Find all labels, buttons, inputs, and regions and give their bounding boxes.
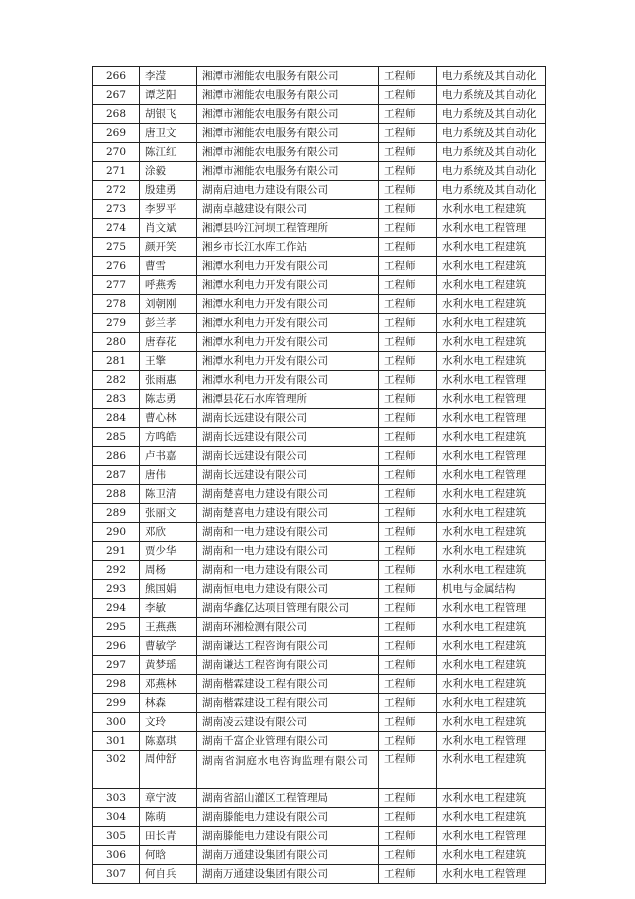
organization-cell: 湘潭市湘能农电服务有限公司 — [197, 143, 379, 162]
name-cell: 胡银飞 — [140, 105, 197, 124]
job-title-cell: 工程师 — [379, 808, 437, 827]
specialty-cell: 电力系统及其自动化 — [437, 124, 546, 143]
job-title-cell: 工程师 — [379, 523, 437, 542]
table-row — [93, 656, 546, 675]
specialty-cell: 水利水电工程管理 — [437, 409, 546, 428]
job-title-cell: 工程师 — [379, 314, 437, 333]
specialty-cell: 水利水电工程建筑 — [437, 694, 546, 713]
organization-cell: 湖南和一电力建设有限公司 — [197, 561, 379, 580]
organization-cell: 湖南省韶山灌区工程管理局 — [197, 789, 379, 808]
specialty-cell: 水利水电工程建筑 — [437, 542, 546, 561]
name-cell: 邓燕林 — [140, 675, 197, 694]
row-number-cell: 302 — [93, 751, 140, 789]
organization-cell: 湖南长远建设有限公司 — [197, 447, 379, 466]
row-number-cell: 301 — [93, 732, 140, 751]
organization-cell: 湘潭水利电力开发有限公司 — [197, 295, 379, 314]
table-row — [93, 238, 546, 257]
table-row — [93, 827, 546, 846]
name-cell: 张雨惠 — [140, 371, 197, 390]
organization-cell: 湖南省洞庭水电咨询监理有限公司 — [197, 751, 379, 789]
table-row — [93, 485, 546, 504]
name-cell: 曹雪 — [140, 257, 197, 276]
table-row — [93, 428, 546, 447]
job-title-cell: 工程师 — [379, 599, 437, 618]
row-number-cell: 271 — [93, 162, 140, 181]
name-cell: 贾少华 — [140, 542, 197, 561]
row-number-cell: 291 — [93, 542, 140, 561]
row-number-cell: 307 — [93, 865, 140, 884]
roster-table — [92, 66, 546, 884]
table-row — [93, 181, 546, 200]
job-title-cell: 工程师 — [379, 143, 437, 162]
specialty-cell: 水利水电工程管理 — [437, 371, 546, 390]
job-title-cell: 工程师 — [379, 257, 437, 276]
job-title-cell: 工程师 — [379, 219, 437, 238]
job-title-cell: 工程师 — [379, 86, 437, 105]
job-title-cell: 工程师 — [379, 238, 437, 257]
row-number-cell: 273 — [93, 200, 140, 219]
table-row — [93, 523, 546, 542]
organization-cell: 湘潭县吟江河坝工程管理所 — [197, 219, 379, 238]
name-cell: 李罗平 — [140, 200, 197, 219]
table-row — [93, 637, 546, 656]
specialty-cell: 水利水电工程管理 — [437, 219, 546, 238]
specialty-cell: 水利水电工程建筑 — [437, 751, 546, 789]
name-cell: 肖文斌 — [140, 219, 197, 238]
job-title-cell: 工程师 — [379, 295, 437, 314]
name-cell: 呼燕秀 — [140, 276, 197, 295]
row-number-cell: 293 — [93, 580, 140, 599]
organization-cell: 湖南万通建设集团有限公司 — [197, 865, 379, 884]
name-cell: 曹敏学 — [140, 637, 197, 656]
job-title-cell: 工程师 — [379, 162, 437, 181]
table-row — [93, 409, 546, 428]
row-number-cell: 268 — [93, 105, 140, 124]
specialty-cell: 电力系统及其自动化 — [437, 143, 546, 162]
name-cell: 王燕燕 — [140, 618, 197, 637]
row-number-cell: 275 — [93, 238, 140, 257]
organization-cell: 湖南千富企业管理有限公司 — [197, 732, 379, 751]
specialty-cell: 水利水电工程建筑 — [437, 314, 546, 333]
organization-cell: 湘潭水利电力开发有限公司 — [197, 276, 379, 295]
table-row — [93, 447, 546, 466]
row-number-cell: 269 — [93, 124, 140, 143]
organization-cell: 湖南凌云建设有限公司 — [197, 713, 379, 732]
organization-cell: 湖南楚喜电力建设有限公司 — [197, 504, 379, 523]
name-cell: 王擎 — [140, 352, 197, 371]
row-number-cell: 294 — [93, 599, 140, 618]
name-cell: 陈卫清 — [140, 485, 197, 504]
name-cell: 涂毅 — [140, 162, 197, 181]
name-cell: 田长青 — [140, 827, 197, 846]
table-row — [93, 713, 546, 732]
table-row — [93, 390, 546, 409]
job-title-cell: 工程师 — [379, 428, 437, 447]
row-number-cell: 292 — [93, 561, 140, 580]
specialty-cell: 水利水电工程建筑 — [437, 295, 546, 314]
row-number-cell: 267 — [93, 86, 140, 105]
organization-cell: 湖南启迪电力建设有限公司 — [197, 181, 379, 200]
table-row — [93, 352, 546, 371]
name-cell: 唐卫文 — [140, 124, 197, 143]
job-title-cell: 工程师 — [379, 371, 437, 390]
row-number-cell: 270 — [93, 143, 140, 162]
row-number-cell: 283 — [93, 390, 140, 409]
row-number-cell: 272 — [93, 181, 140, 200]
organization-cell: 湖南和一电力建设有限公司 — [197, 523, 379, 542]
specialty-cell: 水利水电工程建筑 — [437, 637, 546, 656]
table-row — [93, 599, 546, 618]
job-title-cell: 工程师 — [379, 865, 437, 884]
row-number-cell: 303 — [93, 789, 140, 808]
specialty-cell: 水利水电工程建筑 — [437, 504, 546, 523]
specialty-cell: 水利水电工程建筑 — [437, 808, 546, 827]
organization-cell: 湖南谦达工程咨询有限公司 — [197, 656, 379, 675]
organization-cell: 湖南谦达工程咨询有限公司 — [197, 637, 379, 656]
table-row — [93, 561, 546, 580]
specialty-cell: 水利水电工程建筑 — [437, 561, 546, 580]
job-title-cell: 工程师 — [379, 67, 437, 86]
specialty-cell: 水利水电工程建筑 — [437, 789, 546, 808]
table-row — [93, 219, 546, 238]
name-cell: 陈嘉琪 — [140, 732, 197, 751]
name-cell: 卢书嘉 — [140, 447, 197, 466]
job-title-cell: 工程师 — [379, 827, 437, 846]
table-row — [93, 789, 546, 808]
organization-cell: 湘潭市湘能农电服务有限公司 — [197, 162, 379, 181]
job-title-cell: 工程师 — [379, 333, 437, 352]
organization-cell: 湘乡市长江水库工作站 — [197, 238, 379, 257]
row-number-cell: 290 — [93, 523, 140, 542]
name-cell: 周杨 — [140, 561, 197, 580]
organization-cell: 湖南长远建设有限公司 — [197, 466, 379, 485]
name-cell: 章宁波 — [140, 789, 197, 808]
name-cell: 李敏 — [140, 599, 197, 618]
row-number-cell: 276 — [93, 257, 140, 276]
table-row — [93, 67, 546, 86]
job-title-cell: 工程师 — [379, 352, 437, 371]
job-title-cell: 工程师 — [379, 542, 437, 561]
specialty-cell: 水利水电工程建筑 — [437, 675, 546, 694]
row-number-cell: 278 — [93, 295, 140, 314]
organization-cell: 湖南滕能电力建设有限公司 — [197, 808, 379, 827]
name-cell: 颜开笑 — [140, 238, 197, 257]
table-row — [93, 846, 546, 865]
name-cell: 文玲 — [140, 713, 197, 732]
organization-cell: 湘潭市湘能农电服务有限公司 — [197, 86, 379, 105]
name-cell: 刘朝刚 — [140, 295, 197, 314]
row-number-cell: 299 — [93, 694, 140, 713]
row-number-cell: 287 — [93, 466, 140, 485]
table-row — [93, 580, 546, 599]
name-cell: 殷建勇 — [140, 181, 197, 200]
organization-cell: 湖南长远建设有限公司 — [197, 428, 379, 447]
organization-cell: 湖南楷霖建设工程有限公司 — [197, 675, 379, 694]
table-row — [93, 466, 546, 485]
specialty-cell: 水利水电工程管理 — [437, 865, 546, 884]
name-cell: 唐春花 — [140, 333, 197, 352]
specialty-cell: 水利水电工程管理 — [437, 732, 546, 751]
row-number-cell: 280 — [93, 333, 140, 352]
row-number-cell: 306 — [93, 846, 140, 865]
name-cell: 陈志勇 — [140, 390, 197, 409]
specialty-cell: 水利水电工程管理 — [437, 466, 546, 485]
organization-cell: 湖南滕能电力建设有限公司 — [197, 827, 379, 846]
table-row — [93, 808, 546, 827]
table-row — [93, 162, 546, 181]
job-title-cell: 工程师 — [379, 124, 437, 143]
job-title-cell: 工程师 — [379, 751, 437, 789]
specialty-cell: 电力系统及其自动化 — [437, 162, 546, 181]
row-number-cell: 305 — [93, 827, 140, 846]
job-title-cell: 工程师 — [379, 675, 437, 694]
organization-cell: 湘潭市湘能农电服务有限公司 — [197, 105, 379, 124]
organization-cell: 湖南环湘检测有限公司 — [197, 618, 379, 637]
specialty-cell: 电力系统及其自动化 — [437, 105, 546, 124]
name-cell: 熊国娟 — [140, 580, 197, 599]
specialty-cell: 水利水电工程建筑 — [437, 713, 546, 732]
specialty-cell: 水利水电工程建筑 — [437, 257, 546, 276]
organization-cell: 湖南华鑫亿达项目管理有限公司 — [197, 599, 379, 618]
job-title-cell: 工程师 — [379, 105, 437, 124]
name-cell: 唐伟 — [140, 466, 197, 485]
specialty-cell: 水利水电工程建筑 — [437, 428, 546, 447]
table-row — [93, 732, 546, 751]
organization-cell: 湘潭水利电力开发有限公司 — [197, 371, 379, 390]
organization-cell: 湖南恒电电力建设有限公司 — [197, 580, 379, 599]
name-cell: 彭兰孝 — [140, 314, 197, 333]
table-row — [93, 618, 546, 637]
row-number-cell: 289 — [93, 504, 140, 523]
row-number-cell: 288 — [93, 485, 140, 504]
job-title-cell: 工程师 — [379, 694, 437, 713]
row-number-cell: 277 — [93, 276, 140, 295]
name-cell: 何自兵 — [140, 865, 197, 884]
specialty-cell: 水利水电工程建筑 — [437, 352, 546, 371]
specialty-cell: 水利水电工程管理 — [437, 599, 546, 618]
table-row — [93, 86, 546, 105]
table-row — [93, 542, 546, 561]
row-number-cell: 285 — [93, 428, 140, 447]
specialty-cell: 机电与金属结构 — [437, 580, 546, 599]
organization-cell: 湖南万通建设集团有限公司 — [197, 846, 379, 865]
specialty-cell: 水利水电工程建筑 — [437, 523, 546, 542]
job-title-cell: 工程师 — [379, 504, 437, 523]
table-row — [93, 105, 546, 124]
row-number-cell: 297 — [93, 656, 140, 675]
table-row — [93, 694, 546, 713]
job-title-cell: 工程师 — [379, 485, 437, 504]
organization-cell: 湘潭市湘能农电服务有限公司 — [197, 67, 379, 86]
job-title-cell: 工程师 — [379, 732, 437, 751]
organization-cell: 湖南楷霖建设工程有限公司 — [197, 694, 379, 713]
table-row — [93, 295, 546, 314]
row-number-cell: 295 — [93, 618, 140, 637]
job-title-cell: 工程师 — [379, 466, 437, 485]
name-cell: 陈江红 — [140, 143, 197, 162]
job-title-cell: 工程师 — [379, 276, 437, 295]
table-row — [93, 504, 546, 523]
table-row — [93, 124, 546, 143]
table-row — [93, 143, 546, 162]
row-number-cell: 274 — [93, 219, 140, 238]
job-title-cell: 工程师 — [379, 561, 437, 580]
name-cell: 何晗 — [140, 846, 197, 865]
organization-cell: 湖南卓越建设有限公司 — [197, 200, 379, 219]
specialty-cell: 水利水电工程管理 — [437, 390, 546, 409]
name-cell: 李滢 — [140, 67, 197, 86]
job-title-cell: 工程师 — [379, 618, 437, 637]
organization-cell: 湘潭市湘能农电服务有限公司 — [197, 124, 379, 143]
table-row — [93, 333, 546, 352]
job-title-cell: 工程师 — [379, 637, 437, 656]
organization-cell: 湘潭水利电力开发有限公司 — [197, 257, 379, 276]
table-row — [93, 675, 546, 694]
organization-cell: 湘潭县花石水库管理所 — [197, 390, 379, 409]
job-title-cell: 工程师 — [379, 713, 437, 732]
job-title-cell: 工程师 — [379, 409, 437, 428]
name-cell: 林森 — [140, 694, 197, 713]
specialty-cell: 电力系统及其自动化 — [437, 86, 546, 105]
row-number-cell: 296 — [93, 637, 140, 656]
row-number-cell: 298 — [93, 675, 140, 694]
name-cell: 邓欣 — [140, 523, 197, 542]
job-title-cell: 工程师 — [379, 200, 437, 219]
row-number-cell: 282 — [93, 371, 140, 390]
name-cell: 黄梦瑶 — [140, 656, 197, 675]
row-number-cell: 300 — [93, 713, 140, 732]
specialty-cell: 水利水电工程管理 — [437, 827, 546, 846]
job-title-cell: 工程师 — [379, 656, 437, 675]
specialty-cell: 水利水电工程建筑 — [437, 485, 546, 504]
specialty-cell: 电力系统及其自动化 — [437, 181, 546, 200]
table-row — [93, 371, 546, 390]
name-cell: 谭芝阳 — [140, 86, 197, 105]
specialty-cell: 水利水电工程建筑 — [437, 276, 546, 295]
row-number-cell: 284 — [93, 409, 140, 428]
job-title-cell: 工程师 — [379, 789, 437, 808]
specialty-cell: 水利水电工程建筑 — [437, 656, 546, 675]
row-number-cell: 286 — [93, 447, 140, 466]
organization-cell: 湖南楚喜电力建设有限公司 — [197, 485, 379, 504]
table-row — [93, 257, 546, 276]
specialty-cell: 水利水电工程管理 — [437, 447, 546, 466]
name-cell: 张丽文 — [140, 504, 197, 523]
row-number-cell: 279 — [93, 314, 140, 333]
job-title-cell: 工程师 — [379, 447, 437, 466]
roster-table-body — [93, 67, 546, 884]
specialty-cell: 水利水电工程建筑 — [437, 846, 546, 865]
row-number-cell: 281 — [93, 352, 140, 371]
specialty-cell: 水利水电工程建筑 — [437, 238, 546, 257]
job-title-cell: 工程师 — [379, 181, 437, 200]
table-row — [93, 314, 546, 333]
table-row — [93, 865, 546, 884]
specialty-cell: 水利水电工程建筑 — [437, 618, 546, 637]
job-title-cell: 工程师 — [379, 390, 437, 409]
organization-cell: 湖南和一电力建设有限公司 — [197, 542, 379, 561]
organization-cell: 湘潭水利电力开发有限公司 — [197, 314, 379, 333]
specialty-cell: 水利水电工程建筑 — [437, 333, 546, 352]
table-row — [93, 751, 546, 789]
organization-cell: 湘潭水利电力开发有限公司 — [197, 333, 379, 352]
row-number-cell: 304 — [93, 808, 140, 827]
row-number-cell: 266 — [93, 67, 140, 86]
name-cell: 陈萌 — [140, 808, 197, 827]
name-cell: 方鸣皓 — [140, 428, 197, 447]
specialty-cell: 电力系统及其自动化 — [437, 67, 546, 86]
organization-cell: 湖南长远建设有限公司 — [197, 409, 379, 428]
table-row — [93, 276, 546, 295]
name-cell: 曹心林 — [140, 409, 197, 428]
job-title-cell: 工程师 — [379, 580, 437, 599]
table-row — [93, 200, 546, 219]
name-cell: 周仲舒 — [140, 751, 197, 789]
organization-cell: 湘潭水利电力开发有限公司 — [197, 352, 379, 371]
specialty-cell: 水利水电工程建筑 — [437, 200, 546, 219]
job-title-cell: 工程师 — [379, 846, 437, 865]
